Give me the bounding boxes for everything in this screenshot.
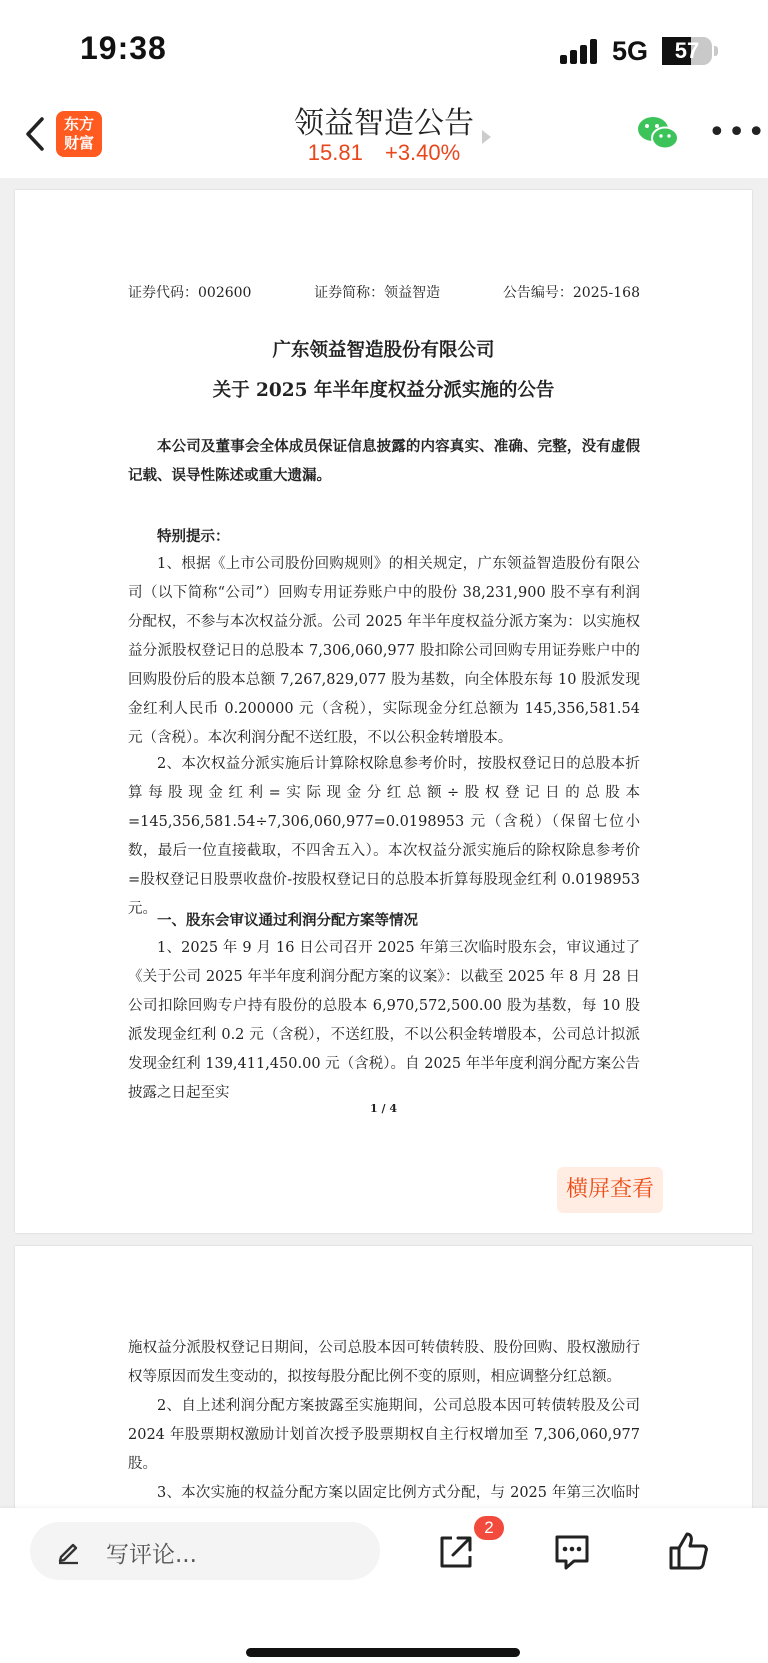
doc-company-title: 广东领益智造股份有限公司 <box>272 340 495 361</box>
page-number: 1 / 4 <box>370 1102 397 1115</box>
tip-paragraph-1: 1、根据《上市公司股份回购规则》的相关规定，广东领益智造股份有限公司（以下简称“公司”）回购专用证券账户中的股份 38,231,900 股不享有利润分配权，不参与本次权益分派。公司 2025 年半年度权益分派方案为：以实施权益分派股权登记日的总股本 7,306,060,977 股扣除公司回购专用证券账户中的回购股份后的股本总额 7,267,829,077 股为基数，向全体股东每 10 股派发现金红利人民币 0.200000 元（含税），实际现金分红总额为 145,356,581.54 元（含税）。本次利润分配不送红股，不以公积金转增股本。 <box>128 556 640 746</box>
section1-paragraph-1: 1、2025 年 9 月 16 日公司召开 2025 年第三次临时股东会，审议通过了《关于公司 2025 年半年度利润分配方案的议案》：以截至 2025 年 8 月 28 日公司扣除回购专户持有股份的总股本 6,970,572,500.00 股为基数，每 10 股派发现金红利 0.2 元（含税），不送红股，不以公积金转增股本，公司总计拟派发现金红利 139,411,450.00 元（含税）。自 2025 年半年度利润分配方案公告披露之日起至实 <box>128 940 640 1101</box>
page2-paragraph-2: 2、自上述利润分配方案披露至实施期间，公司总股本因可转债转股及公司 2024 年股票期权激励计划首次授予股票期权自主行权增加至 7,306,060,977 股。 <box>128 1398 640 1472</box>
status-time: 19:38 <box>80 30 167 66</box>
nav-bar <box>0 90 768 178</box>
home-indicator <box>246 1648 520 1657</box>
page2-body <box>128 1334 640 1537</box>
like-icon[interactable] <box>668 1530 710 1572</box>
logo-line2: 财富 <box>63 134 94 152</box>
more-icon[interactable]: ••• <box>708 115 768 150</box>
document-page-1 <box>15 190 752 1233</box>
tip-paragraph-2: 2、本次权益分派实施后计算除权除息参考价时，按股权登记日的总股本折算每股现金红利=实际现金分红总额÷股权登记日的总股本=145,356,581.54÷7,306,060,977=0.0198953 元（含税）（保留七位小数，最后一位直接截取，不四舍五入）。本次权益分派实施后的除权除息参考价=股权登记日股票收盘价-按股权登记日的总股本折算每股现金红利 0.0198953 元。 <box>128 756 640 917</box>
tip-heading: 特别提示： <box>157 528 230 545</box>
play-icon <box>482 130 491 144</box>
stock-change: +3.40% <box>384 140 461 165</box>
battery-icon <box>662 37 712 65</box>
announcement-no: 公告编号：2025-168 <box>502 285 640 301</box>
page2-paragraph-3: 3、本次实施的权益分配方案以固定比例方式分配，与 2025 年第三次临时 <box>157 1485 640 1501</box>
battery-tip <box>714 46 718 56</box>
page-title: 领益智造公告 <box>294 106 474 141</box>
document-page-2 <box>15 1246 752 1546</box>
landscape-view-button[interactable]: 横屏查看 <box>557 1167 663 1213</box>
share-icon[interactable] <box>436 1532 476 1572</box>
security-name: 证券简称：领益智造 <box>314 285 441 301</box>
signal-icon <box>560 38 600 64</box>
battery-level: 57 <box>674 38 700 63</box>
section1-heading: 一、股东会审议通过利润分配方案等情况 <box>157 912 418 929</box>
wechat-icon[interactable] <box>636 114 680 154</box>
doc-meta <box>128 282 640 302</box>
document-viewer[interactable] <box>0 178 768 1508</box>
stock-price: 15.81 <box>307 140 363 165</box>
share-badge: 2 <box>474 1516 504 1540</box>
status-bar <box>0 0 768 90</box>
security-code: 证券代码：002600 <box>128 285 252 301</box>
pencil-icon <box>56 1538 82 1564</box>
page2-continuation: 施权益分派股权登记日期间，公司总股本因可转债转股、股份回购、股权激励行权等原因而发生变动的，拟按每股分配比例不变的原则，相应调整分红总额。 <box>128 1340 640 1385</box>
comment-placeholder: 写评论... <box>106 1542 197 1568</box>
doc-title: 关于 2025 年半年度权益分派实施的公告 <box>212 380 555 401</box>
bottom-bar <box>0 1508 768 1663</box>
declaration: 本公司及董事会全体成员保证信息披露的内容真实、准确、完整，没有虚假记载、误导性陈述或重大遗漏。 <box>128 438 640 484</box>
comment-input[interactable] <box>30 1522 380 1580</box>
logo-line1: 东方 <box>63 115 94 133</box>
network-label: 5G <box>612 36 649 66</box>
comment-icon[interactable] <box>552 1532 592 1572</box>
